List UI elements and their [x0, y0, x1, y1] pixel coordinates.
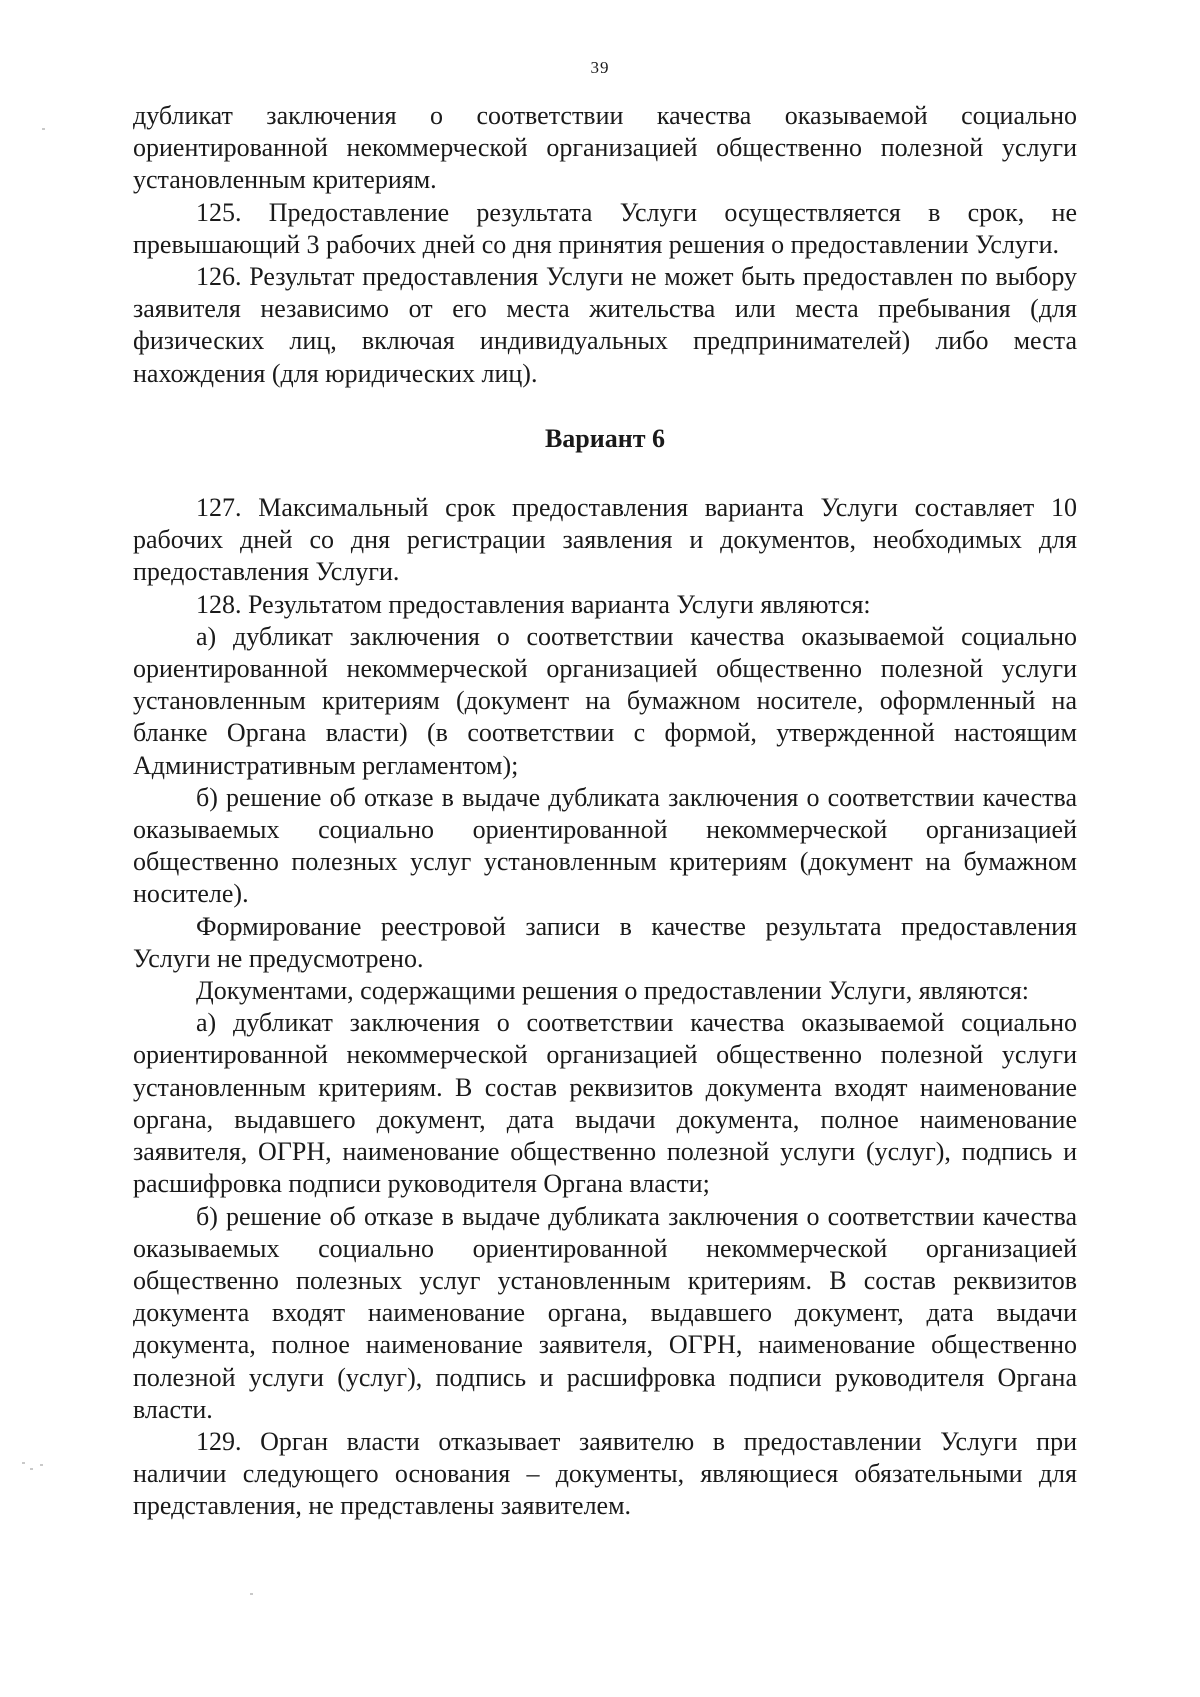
scan-speck [30, 1468, 33, 1470]
paragraph-decision-documents-b: б) решение об отказе в выдаче дубликата заключения о соответствии качества оказываемых социально ориентированной некоммерческой организацией общественно полезных услуг установленным критериям. В состав реквизитов документа входят наименование органа, выдавшего документ, дата выдачи документа, полное наименование заявителя, ОГРН, наименование общественно полезной услуги (услуг), подпись и расшифровка подписи руководителя Органа власти. [133, 1201, 1077, 1424]
section-heading-variant-6: Вариант 6 [544, 423, 666, 453]
paragraph-126: 126. Результат предоставления Услуги не может быть предоставлен по выбору заявителя независимо от его места жительства или места пребывания (для физических лиц, включая индивидуальных предпринимателей) либо места нахождения (для юридических лиц). [133, 262, 1077, 388]
scan-speck [42, 128, 45, 130]
paragraph-registry-record: Формирование реестровой записи в качестве результата предоставления Услуги не предусмотрено. [133, 911, 1077, 973]
paragraph-127: 127. Максимальный срок предоставления варианта Услуги составляет 10 рабочих дней со дня регистрации заявления и документов, необходимых для предоставления Услуги. [133, 493, 1077, 587]
paragraph-continuation: дубликат заключения о соответствии качества оказываемой социально ориентированной некоммерческой организацией общественно полезной услуги установленным критериям. [133, 101, 1077, 195]
page-number: 39 [590, 58, 610, 77]
scan-speck [22, 1462, 25, 1464]
scan-speck [250, 1593, 253, 1595]
paragraph-125: 125. Предоставление результата Услуги осуществляется в срок, не превышающий 3 рабочих дней со дня принятия решения о предоставлении Услуги. [133, 197, 1077, 259]
paragraph-128-a: а) дубликат заключения о соответствии качества оказываемой социально ориентированной некоммерческой организацией общественно полезной услуги установленным критериям (документ на бумажном носителе, оформленный на бланке Органа власти) (в соответствии с формой, утвержденной настоящим Административным регламентом); [133, 621, 1077, 780]
paragraph-decision-documents: Документами, содержащими решения о предоставлении Услуги, являются: [196, 976, 1030, 1006]
paragraph-129: 129. Орган власти отказывает заявителю в предоставлении Услуги при наличии следующего основания – документы, являющиеся обязательными для представления, не представлены заявителем. [133, 1426, 1077, 1521]
document-body [133, 100, 1077, 1523]
paragraph-128: 128. Результатом предоставления варианта Услуги являются: [196, 589, 871, 619]
paragraph-decision-documents-a: а) дубликат заключения о соответствии качества оказываемой социально ориентированной некоммерческой организацией общественно полезной услуги установленным критериям. В состав реквизитов документа входят наименование органа, выдавшего документ, дата выдачи документа, полное наименование заявителя, ОГРН, наименование общественно полезной услуги (услуг), подпись и расшифровка подписи руководителя Органа власти; [133, 1008, 1077, 1199]
scan-speck [40, 1464, 43, 1466]
paragraph-128-b: б) решение об отказе в выдаче дубликата заключения о соответствии качества оказываемых социально ориентированной некоммерческой организацией общественно полезных услуг установленным критериям (документ на бумажном носителе). [133, 782, 1077, 909]
